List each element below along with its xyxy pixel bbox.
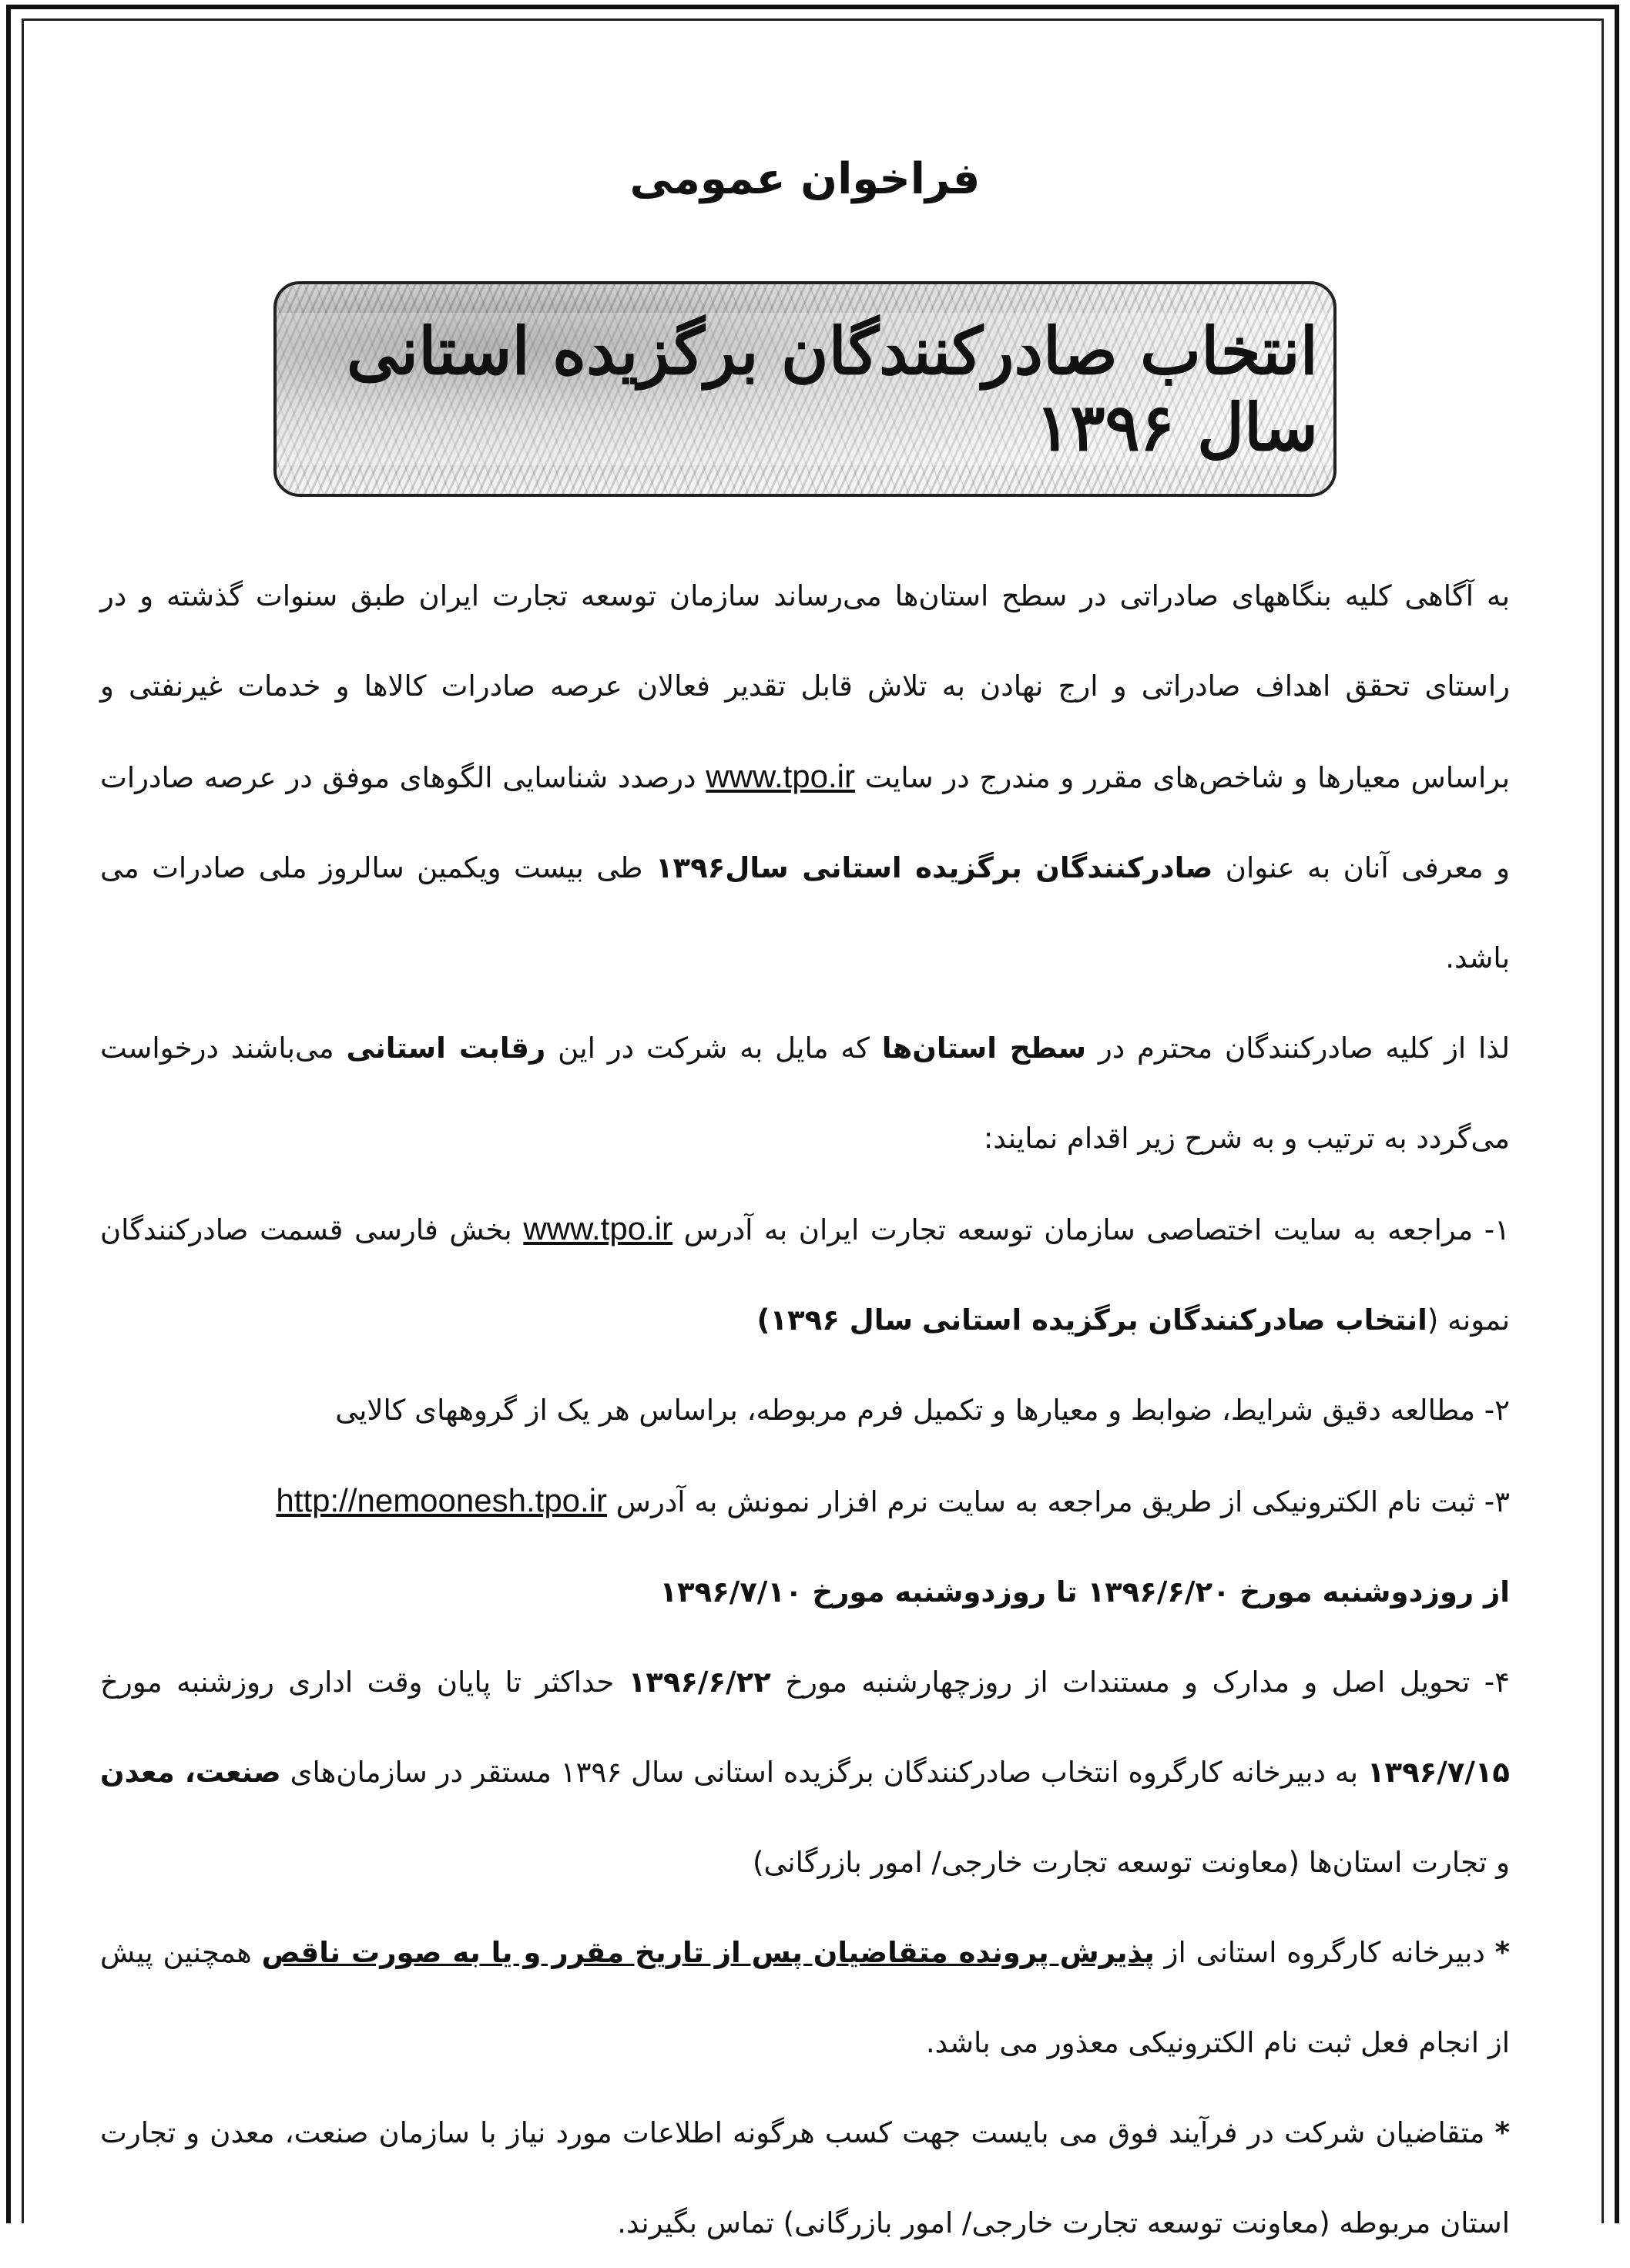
item4-bold-2: ۱۳۹۶/۷/۱۵ xyxy=(1367,1756,1511,1789)
request-bold-1: سطح استان‌ها xyxy=(881,1032,1086,1065)
item1-text-2: بخش فارسی قسمت صادرکنندگان نمونه ( xyxy=(100,1213,1510,1337)
item2-text-1: ۲- مطالعه دقیق شرایط، ضوابط و معیارها و تکمیل فرم مربوطه، براساس هر یک از گروههای کالایی xyxy=(335,1394,1510,1427)
note-2 xyxy=(100,2088,1510,2268)
request-text-2: که مایل به شرکت در این xyxy=(558,1032,870,1065)
item-2 xyxy=(100,1365,1510,1455)
request-bold-2: رقابت استانی xyxy=(346,1032,546,1065)
item4-text-3: به دبیرخانه کارگروه انتخاب صادرکنندگان برگزیده استانی سال ۱۳۹۶ مستقر در سازمان‌های xyxy=(290,1756,1359,1789)
banner-text: انتخاب صادرکنندگان برگزیده استانی سال ۱۳۹۶ xyxy=(277,313,1333,465)
item-4 xyxy=(100,1637,1510,1907)
item4-text-4: و تجارت استان‌ها (معاونت توسعه تجارت خارجی/ امور بازرگانی) xyxy=(753,1846,1510,1879)
banner xyxy=(273,281,1337,497)
item1-bold: انتخاب صادرکنندگان برگزیده استانی xyxy=(921,1303,1427,1337)
page-title: فراخوان عمومی xyxy=(629,154,981,204)
note1-text-1: دبیرخانه کارگروه استانی از xyxy=(1164,1936,1485,1969)
request-text-3: می‌باشند درخواست می‌گردد به ترتیب و به شرح زیر اقدام نمایند: xyxy=(100,1032,1510,1155)
item4-bold-1: ۱۳۹۶/۶/۲۲ xyxy=(628,1666,771,1699)
item1-text-1: ۱- مراجعه به سایت اختصاصی سازمان توسعه تجارت ایران به آدرس xyxy=(683,1213,1510,1246)
item3-bold: از روزدوشنبه مورخ ۱۳۹۶/۶/۲۰ تا روزدوشنبه مورخ ۱۳۹۶/۷/۱۰ xyxy=(659,1575,1510,1609)
nemoonesh-link[interactable]: http://nemoonesh.tpo.ir xyxy=(276,1482,608,1518)
intro-text-2: درصدد شناسایی الگوهای موفق در عرصه صادرات و معرفی آنان به عنوان xyxy=(100,761,1510,884)
item3-text-1: ۳- ثبت نام الکترونیکی از طریق مراجعه به سایت نرم افزار نمونش به آدرس xyxy=(615,1485,1510,1518)
item1-text-3: سال ۱۳۹۶) xyxy=(756,1303,914,1337)
item4-text-1: ۴- تحویل اصل و مدارک و مستندات از روزچهارشنبه مورخ xyxy=(785,1666,1510,1699)
item4-bold-3: صنعت، معدن xyxy=(100,1756,281,1789)
item1-link[interactable]: www.tpo.ir xyxy=(523,1210,673,1246)
intro-bold: صادرکنندگان برگزیده استانی سال۱۳۹۶ xyxy=(655,851,1213,884)
note1-bold: پذیرش پرونده متقاضیان پس از تاریخ مقرر و یا به صورت ناقص xyxy=(261,1936,1155,1969)
request-text-1: لذا از کلیه صادرکنندگان محترم در xyxy=(1098,1032,1511,1065)
tpo-link[interactable]: www.tpo.ir xyxy=(706,758,855,794)
banner-container xyxy=(100,281,1510,497)
note2-star: * xyxy=(1494,2116,1510,2149)
item-1 xyxy=(100,1183,1510,1365)
document-page xyxy=(100,154,1510,2268)
note1-star: * xyxy=(1494,1936,1510,1969)
intro-text-1: به آگاهی کلیه بنگاههای صادراتی در سطح استان‌ها می‌رساند سازمان توسعه تجارت ایران طبق سنوات گذشته و در راستای تحقق اهداف صادراتی و ارج نهادن به تلاش قابل تقدیر فعالان عرصه صادرات کالاها و خدمات غیرنفتی و براساس معیارها و شاخص‌های مقرر و مندرج در سایت xyxy=(100,579,1511,794)
note2-text-1: متقاضیان شرکت در فرآیند فوق می بایست جهت کسب هرگونه اطلاعات مورد نیاز با سازمان صنعت، معدن و تجارت استان مربوطه (معاونت توسعه تجارت خارجی/ امور بازرگانی) تماس بگیرند. xyxy=(100,2116,1510,2239)
intro-paragraph xyxy=(100,551,1510,1003)
item4-text-2: حداکثر تا پایان وقت اداری روزشنبه مورخ xyxy=(100,1666,615,1699)
intro-text-3: طی بیست ویکمین سالروز ملی صادرات می باشد. xyxy=(100,851,1510,975)
note1-text-2: همچنین پیش از انجام فعل ثبت نام الکترونیکی معذور می باشد. xyxy=(100,1936,1510,2059)
note-1 xyxy=(100,1907,1510,2088)
request-paragraph xyxy=(100,1003,1510,1183)
item-3 xyxy=(100,1455,1510,1637)
